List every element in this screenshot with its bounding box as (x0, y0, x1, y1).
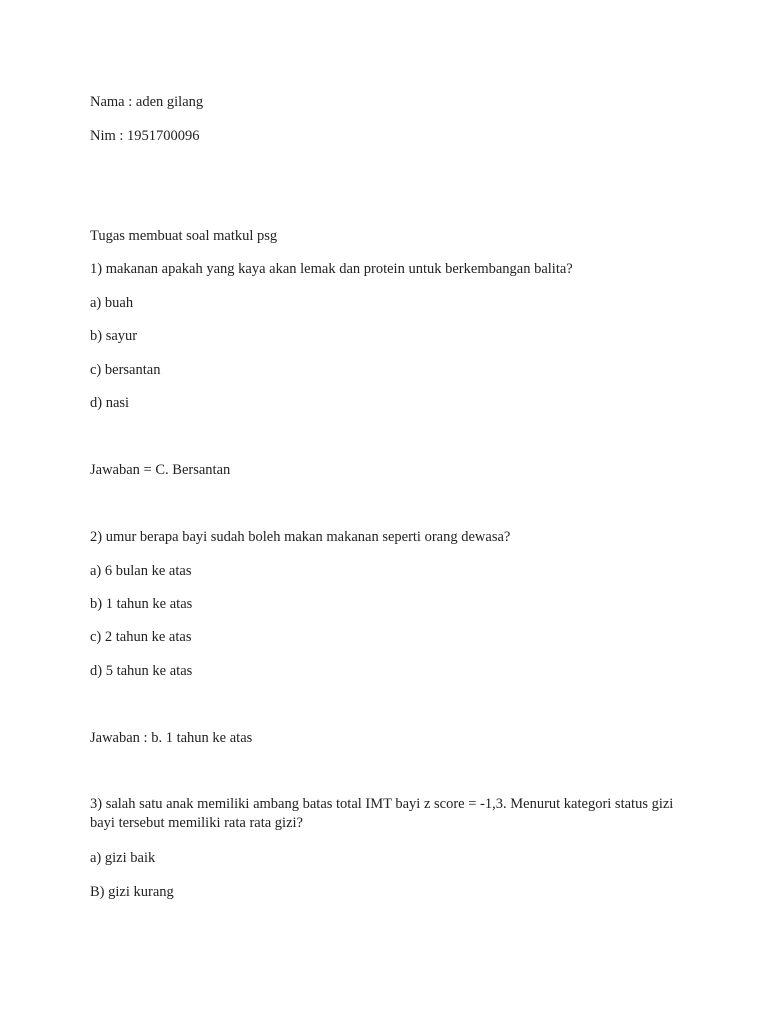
question-2-option-d: d) 5 tahun ke atas (90, 663, 193, 679)
question-2-option-a: a) 6 bulan ke atas (90, 563, 192, 579)
question-3-option-a: a) gizi baik (90, 850, 156, 866)
question-1: 1) makanan apakah yang kaya akan lemak dan protein untuk berkembangan balita? (90, 261, 573, 277)
question-1-answer: Jawaban = C. Bersantan (90, 462, 231, 478)
question-3: 3) salah satu anak memiliki ambang batas total IMT bayi z score = -1,3. Menurut kategori status gizi bayi tersebut memiliki rata rata gizi? (90, 796, 674, 831)
question-2-answer: Jawaban : b. 1 tahun ke atas (90, 730, 253, 746)
student-nim: Nim : 1951700096 (90, 128, 200, 144)
assignment-title: Tugas membuat soal matkul psg (90, 228, 278, 244)
question-1-option-d: d) nasi (90, 395, 130, 411)
question-1-option-a: a) buah (90, 295, 134, 311)
question-2-option-c: c) 2 tahun ke atas (90, 629, 192, 645)
student-name: Nama : aden gilang (90, 94, 204, 110)
question-1-option-c: c) bersantan (90, 362, 161, 378)
question-1-option-b: b) sayur (90, 328, 138, 344)
question-2: 2) umur berapa bayi sudah boleh makan makanan seperti orang dewasa? (90, 529, 511, 545)
question-3-option-b: B) gizi kurang (90, 884, 174, 900)
question-2-option-b: b) 1 tahun ke atas (90, 596, 193, 612)
